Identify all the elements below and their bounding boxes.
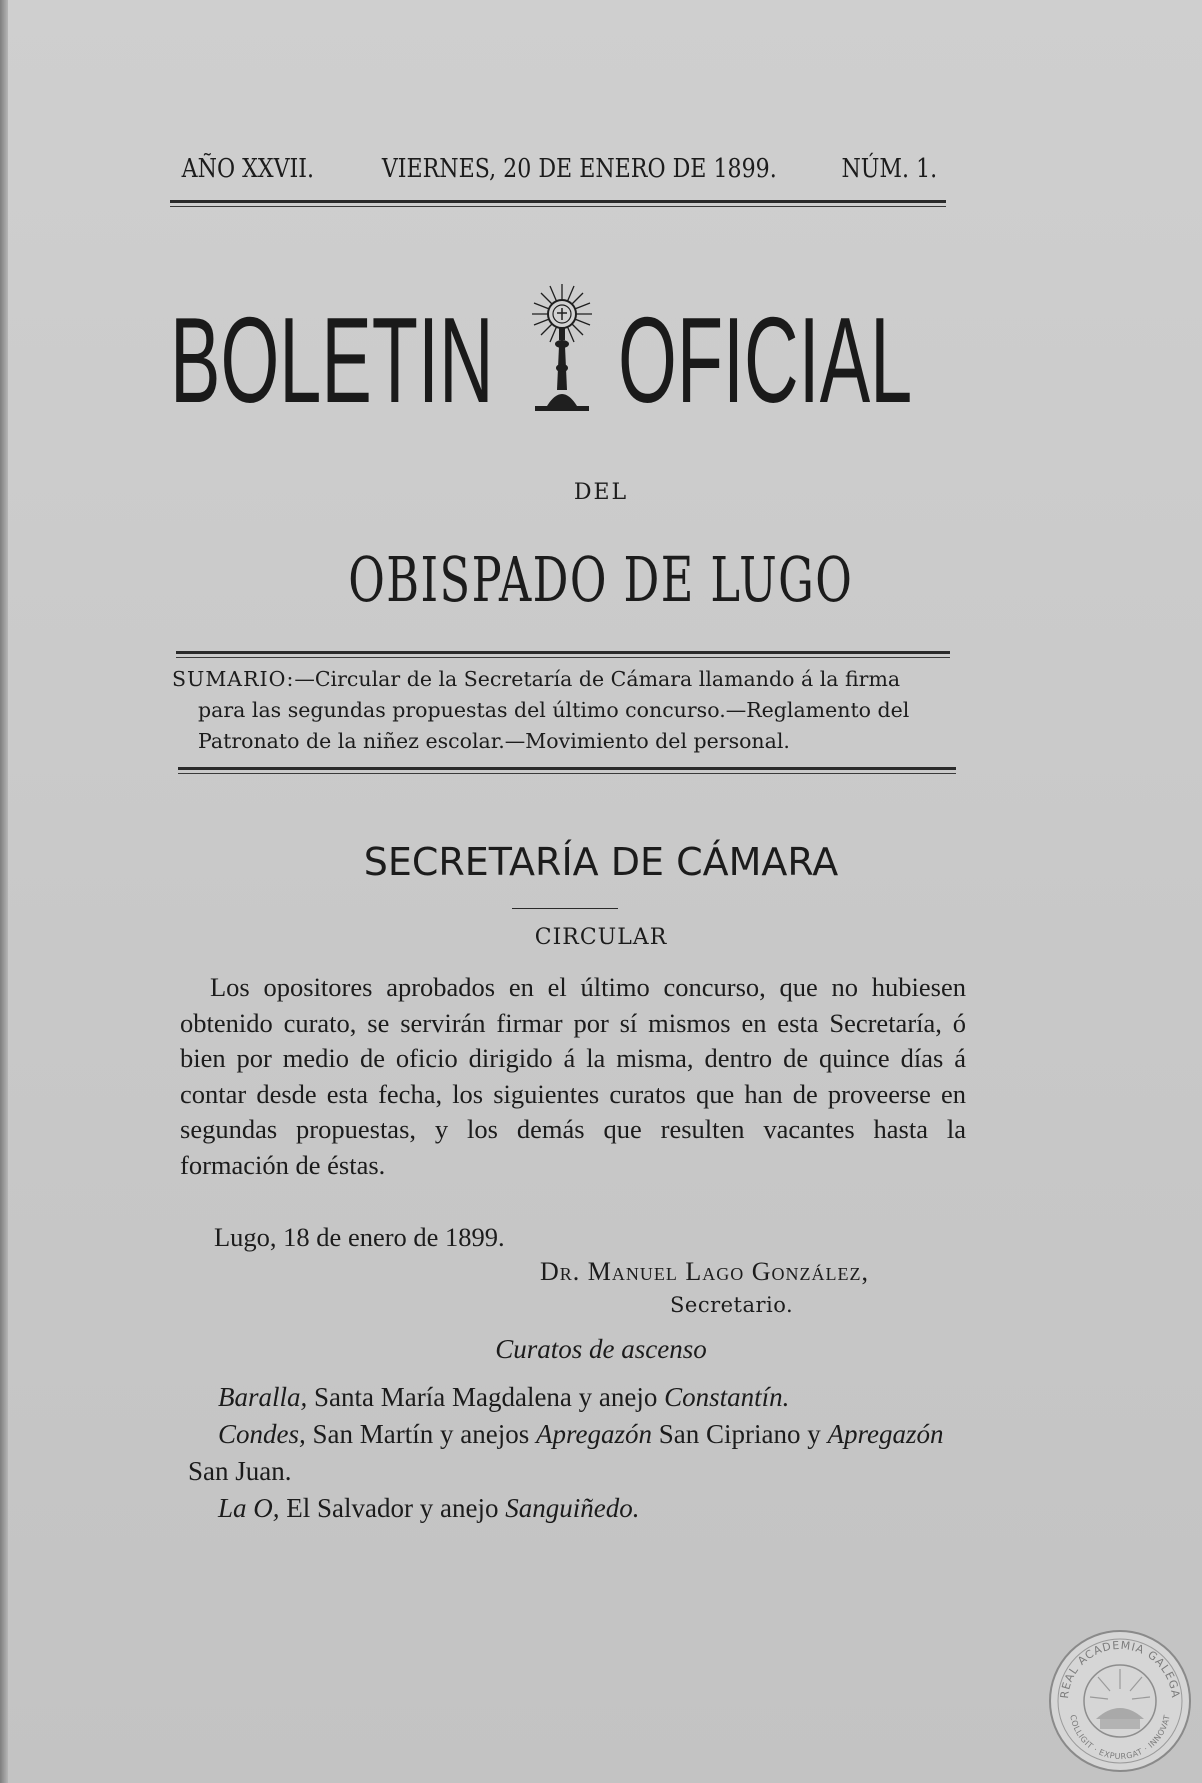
curato-annex: Sanguiñedo. xyxy=(505,1493,640,1523)
page-binding-edge xyxy=(0,0,8,1783)
curato-annex: Apregazón xyxy=(535,1419,652,1449)
curato-place: La O, xyxy=(218,1493,280,1523)
list-item xyxy=(188,1490,978,1527)
circular-signer-role: Secretario. xyxy=(670,1293,794,1317)
masthead-title-left: BOLETIN xyxy=(170,292,494,428)
curato-text: El Salvador y anejo xyxy=(279,1493,506,1523)
circular-dateline: Lugo, 18 de enero de 1899. xyxy=(214,1222,505,1252)
masthead-subtitle-wrap xyxy=(0,540,1202,620)
sumario-top-rule xyxy=(176,651,950,654)
masthead-connector: DEL xyxy=(573,480,629,505)
library-seal-icon xyxy=(1046,1627,1194,1775)
section-divider xyxy=(512,908,618,909)
header-rule xyxy=(170,200,946,203)
circular-signer: Dr. Manuel Lago González, xyxy=(540,1257,870,1286)
list-item xyxy=(188,1416,978,1490)
seal-text-top: REAL ACADEMIA GALEGA xyxy=(1057,1638,1183,1700)
curatos-heading: Curatos de ascenso xyxy=(495,1334,707,1364)
issue-header xyxy=(170,148,946,190)
issue-number: NÚM. 1. xyxy=(841,154,938,184)
issue-year: AÑO XXVII. xyxy=(181,154,315,184)
curato-place: Condes, xyxy=(218,1419,306,1449)
sumario-label: SUMARIO: xyxy=(172,667,295,691)
sumario-line-2: para las segundas propuestas del último concurso.—Reglamento del xyxy=(198,698,910,722)
curatos-list xyxy=(188,1379,978,1527)
sumario-bottom-rule xyxy=(178,767,956,770)
sumario-block xyxy=(172,664,954,757)
masthead xyxy=(160,290,960,430)
curato-annex: Constantín. xyxy=(664,1382,790,1412)
list-item xyxy=(188,1379,978,1416)
circular-body xyxy=(180,970,966,1183)
sumario-line-3: Patronato de la niñez escolar.—Movimiento del personal. xyxy=(198,729,790,753)
circular-paragraph: Los opositores aprobados en el último concurso, que no hubiesen obtenido curato, se servirán firmar por sí mismos en esta Secretaría, ó bien por medio de oficio dirigido á la misma, dentro de quince días á contar desde esta fecha, los siguientes curatos que han de proveerse en segundas propuestas, y los demás que resulten vacantes hasta la formación de éstas. xyxy=(180,972,966,1180)
curato-annex: Apregazón xyxy=(827,1419,944,1449)
masthead-title-right: OFICIAL xyxy=(618,292,913,428)
curato-text: San Cipriano y xyxy=(651,1419,828,1449)
issue-date: VIERNES, 20 DE ENERO DE 1899. xyxy=(382,154,777,184)
curato-place: Baralla, xyxy=(218,1382,308,1412)
curato-text: Santa María Magdalena y anejo xyxy=(307,1382,665,1412)
curato-text: San Juan. xyxy=(188,1456,292,1486)
seal-text-bottom: COLLIGIT · EXPURGAT · INNOVAT xyxy=(1068,1713,1172,1762)
sumario-line-1: —Circular de la Secretaría de Cámara llamando á la firma xyxy=(294,667,901,691)
masthead-subtitle: OBISPADO DE LUGO xyxy=(348,543,854,616)
section-subtitle: CIRCULAR xyxy=(534,925,668,950)
monstrance-icon xyxy=(517,282,607,422)
section-title: SECRETARÍA DE CÁMARA xyxy=(363,840,839,884)
curato-text: San Martín y anejos xyxy=(305,1419,536,1449)
